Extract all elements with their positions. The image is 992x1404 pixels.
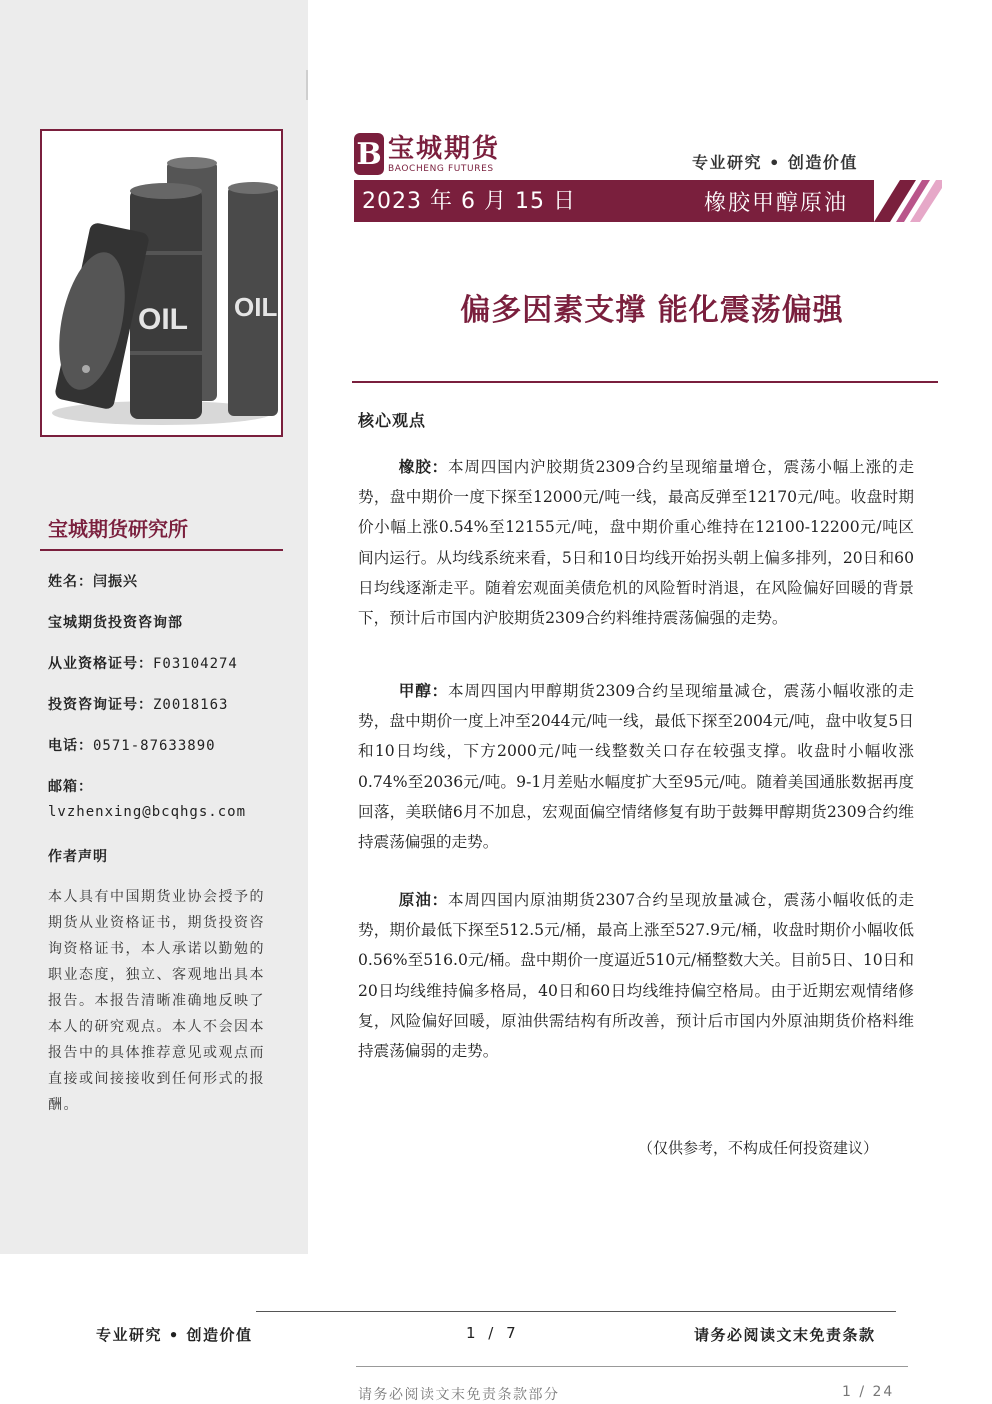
report-category: 橡胶甲醇原油 bbox=[704, 191, 849, 216]
paragraph-label: 橡胶： bbox=[398, 457, 448, 476]
paragraph-methanol bbox=[358, 676, 914, 857]
logo-chinese: 宝城期货 bbox=[388, 134, 501, 164]
practice-cert: 从业资格证号：F03104274 bbox=[48, 656, 238, 672]
consult-cert: 投资咨询证号：Z0018163 bbox=[48, 697, 229, 713]
sidebar-divider bbox=[40, 549, 283, 551]
outer-footer-divider bbox=[356, 1366, 908, 1367]
stripes-decoration bbox=[858, 180, 942, 222]
footer-divider bbox=[256, 1311, 896, 1312]
page-number: 1 / 7 bbox=[466, 1324, 520, 1342]
paragraph-text: 本周四国内沪胶期货2309合约呈现缩量增仓，震荡小幅上涨的走势，盘中期价一度下探至12000元/吨一线，最高反弹至12170元/吨。收盘时期价小幅上涨0.54%至12155元/吨，盘中期价重心维持在12100-12200元/吨区间内运行。从均线系统来看，5日和10日均线开始拐头朝上偏多排列，20日和60日均线逐渐走平。随着宏观面美债危机的风险暂时消退，在风险偏好回暖的背景下，预计后市国内沪胶期货2309合约料维持震荡偏强的走势。 bbox=[358, 458, 914, 628]
paragraph-text: 本周四国内原油期货2307合约呈现放量减仓，震荡小幅收低的走势，期价最低下探至512.5元/桶，最高上涨至527.9元/桶，收盘时期价小幅收低0.56%至516.0元/桶。盘中期价一度逼近510元/桶整数大关。目前5日、10日和20日均线维持偏多格局，40日和60日均线维持偏空格局。由于近期宏观情绪修复，风险偏好回暖，原油供需结构有所改善，预计后市国内外原油期货价格料维持震荡偏弱的走势。 bbox=[358, 891, 914, 1061]
company-logo bbox=[354, 133, 500, 175]
phone: 电话：0571-87633890 bbox=[48, 738, 216, 754]
footer-notice: 请务必阅读文末免责条款 bbox=[694, 1326, 876, 1344]
title-divider bbox=[352, 381, 938, 383]
page-title: 偏多因素支撑 能化震荡偏强 bbox=[460, 293, 844, 328]
author-statement: 本人具有中国期货业协会授予的期货从业资格证书，期货投资咨询资格证书，本人承诺以勤勉的职业态度，独立、客观地出具本报告。本报告清晰准确地反映了本人的研究观点。本人不会因本报告中的具体推荐意见或观点而直接或间接接收到任何形式的报酬。 bbox=[48, 889, 265, 1113]
paragraph-text: 本周四国内甲醇期货2309合约呈现缩量减仓，震荡小幅收涨的走势，盘中期价一度上冲至2044元/吨一线，最低下探至2004元/吨，盘中收复5日和10日均线，下方2000元/吨一线整数关口存在较强支撑。收盘时小幅收涨0.74%至2036元/吨。9-1月差贴水幅度扩大至95元/吨。随着美国通胀数据再度回落，美联储6月不加息，宏观面偏空情绪修复有助于鼓舞甲醇期货2309合约维持震荡偏强的走势。 bbox=[358, 682, 914, 852]
svg-text:OIL: OIL bbox=[138, 303, 188, 336]
disclaimer-note: （仅供参考，不构成任何投资建议） bbox=[638, 1139, 879, 1157]
email-label: 邮箱： bbox=[48, 779, 93, 795]
paragraph-label: 原油： bbox=[398, 890, 448, 909]
core-heading: 核心观点 bbox=[358, 411, 427, 430]
paragraph-crude-oil bbox=[358, 885, 914, 1066]
statement-heading: 作者声明 bbox=[48, 849, 108, 865]
oil-barrel-icon bbox=[42, 131, 281, 435]
institute-name: 宝城期货研究所 bbox=[48, 517, 188, 541]
report-date: 2023 年 6 月 15 日 bbox=[362, 189, 576, 214]
footer-slogan: 专业研究 • 创造价值 bbox=[96, 1326, 253, 1344]
logo-english: BAOCHENG FUTURES bbox=[388, 164, 494, 174]
outer-page-number: 1 / 24 bbox=[842, 1384, 895, 1400]
divider bbox=[306, 70, 308, 100]
outer-footer-notice: 请务必阅读文末免责条款部分 bbox=[358, 1387, 560, 1403]
svg-text:OIL: OIL bbox=[234, 292, 278, 322]
header-slogan: 专业研究 • 创造价值 bbox=[692, 153, 858, 172]
author-name: 姓名：闫振兴 bbox=[48, 574, 138, 590]
department: 宝城期货投资咨询部 bbox=[48, 615, 183, 631]
paragraph-label: 甲醇： bbox=[398, 681, 448, 700]
paragraph-rubber bbox=[358, 452, 914, 633]
logo-icon: B bbox=[354, 133, 384, 175]
oil-barrels-image bbox=[40, 129, 283, 437]
email-address[interactable]: lvzhenxing@bcqhgs.com bbox=[48, 804, 247, 820]
